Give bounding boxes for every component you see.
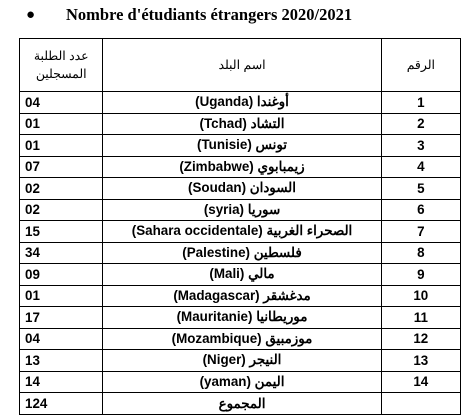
document-title: Nombre d'étudiants étrangers 2020/2021	[66, 5, 353, 24]
student-count-cell: 14	[20, 371, 103, 393]
country-name-french: (Uganda)	[195, 94, 254, 110]
table-row	[20, 285, 461, 307]
country-cell	[103, 199, 381, 221]
country-name-french: (Tchad)	[199, 115, 247, 131]
country-name-arabic: زيمبابوي	[257, 158, 305, 174]
country-name-french: (Mali)	[209, 266, 245, 282]
country-name-french: (Tunisie)	[197, 137, 252, 153]
country-name-french: (Mauritanie)	[176, 309, 253, 325]
table-row	[20, 307, 461, 329]
table-row	[20, 242, 461, 264]
row-number-cell: 6	[381, 199, 460, 221]
country-cell	[103, 328, 381, 350]
country-name-arabic: مالي	[248, 266, 275, 282]
student-count-cell: 02	[20, 199, 103, 221]
bullet-icon: ●	[26, 6, 36, 23]
row-number-cell: 9	[381, 264, 460, 286]
country-cell	[103, 285, 381, 307]
country-cell	[103, 113, 381, 135]
country-name-french: (Zimbabwe)	[179, 158, 254, 174]
country-cell	[103, 307, 381, 329]
country-cell	[103, 221, 381, 243]
total-row	[20, 393, 461, 415]
header-count: عدد الطلبة المسجلين	[20, 39, 103, 92]
document-title-row	[26, 0, 352, 30]
student-count-cell: 02	[20, 178, 103, 200]
student-count-cell: 09	[20, 264, 103, 286]
country-name-arabic: أوغندا	[256, 94, 289, 110]
country-cell	[103, 350, 381, 372]
student-count-cell: 01	[20, 135, 103, 157]
student-count-cell: 04	[20, 328, 103, 350]
country-cell	[103, 264, 381, 286]
row-number-cell: 8	[381, 242, 460, 264]
student-count-cell: 15	[20, 221, 103, 243]
table-row	[20, 92, 461, 114]
row-number-cell: 12	[381, 328, 460, 350]
total-label: المجموع	[103, 393, 381, 415]
table-row	[20, 221, 461, 243]
header-country: اسم البلد	[103, 39, 381, 92]
row-number-cell: 11	[381, 307, 460, 329]
row-number-cell: 14	[381, 371, 460, 393]
table-row	[20, 350, 461, 372]
row-number-cell: 3	[381, 135, 460, 157]
country-name-arabic: فلسطين	[253, 244, 302, 260]
table-row	[20, 113, 461, 135]
country-cell	[103, 92, 381, 114]
country-name-arabic: موريطانيا	[256, 309, 308, 325]
header-number: الرقم	[381, 39, 460, 92]
country-cell	[103, 178, 381, 200]
country-name-arabic: الصحراء الغربية	[266, 223, 353, 239]
country-name-arabic: السودان	[249, 180, 296, 196]
country-name-arabic: موزمبيق	[265, 330, 313, 346]
country-cell	[103, 135, 381, 157]
row-number-cell: 1	[381, 92, 460, 114]
country-name-french: (yaman)	[199, 373, 251, 389]
table-row	[20, 371, 461, 393]
total-empty-cell	[381, 393, 460, 415]
country-name-arabic: التشاد	[250, 115, 285, 131]
student-count-cell: 01	[20, 113, 103, 135]
student-count-cell: 04	[20, 92, 103, 114]
country-name-french: (syria)	[203, 201, 245, 217]
student-count-cell: 17	[20, 307, 103, 329]
total-count: 124	[20, 393, 103, 415]
table-row	[20, 135, 461, 157]
student-count-cell: 01	[20, 285, 103, 307]
country-name-french: (Mozambique)	[171, 330, 262, 346]
country-cell	[103, 156, 381, 178]
country-name-french: (Niger)	[202, 352, 246, 368]
country-name-arabic: سوريا	[247, 201, 281, 217]
country-name-arabic: اليمن	[254, 373, 285, 389]
table-row	[20, 328, 461, 350]
table-row	[20, 199, 461, 221]
country-name-arabic: مدغشقر	[263, 287, 311, 303]
country-name-arabic: تونس	[255, 137, 287, 153]
row-number-cell: 5	[381, 178, 460, 200]
row-number-cell: 13	[381, 350, 460, 372]
table-body	[20, 92, 461, 393]
country-name-french: (Soudan)	[188, 180, 247, 196]
student-count-cell: 34	[20, 242, 103, 264]
row-number-cell: 10	[381, 285, 460, 307]
row-number-cell: 4	[381, 156, 460, 178]
table-row	[20, 264, 461, 286]
country-name-french: (Madagascar)	[173, 287, 260, 303]
table-row	[20, 156, 461, 178]
row-number-cell: 2	[381, 113, 460, 135]
students-table	[19, 38, 461, 415]
country-cell	[103, 371, 381, 393]
row-number-cell: 7	[381, 221, 460, 243]
country-name-french: (Sahara occidentale)	[131, 223, 263, 239]
student-count-cell: 07	[20, 156, 103, 178]
country-cell	[103, 242, 381, 264]
country-name-french: (Palestine)	[182, 244, 250, 260]
country-name-arabic: النيجر	[249, 352, 282, 368]
table-header-row	[20, 39, 461, 92]
student-count-cell: 13	[20, 350, 103, 372]
table-row	[20, 178, 461, 200]
